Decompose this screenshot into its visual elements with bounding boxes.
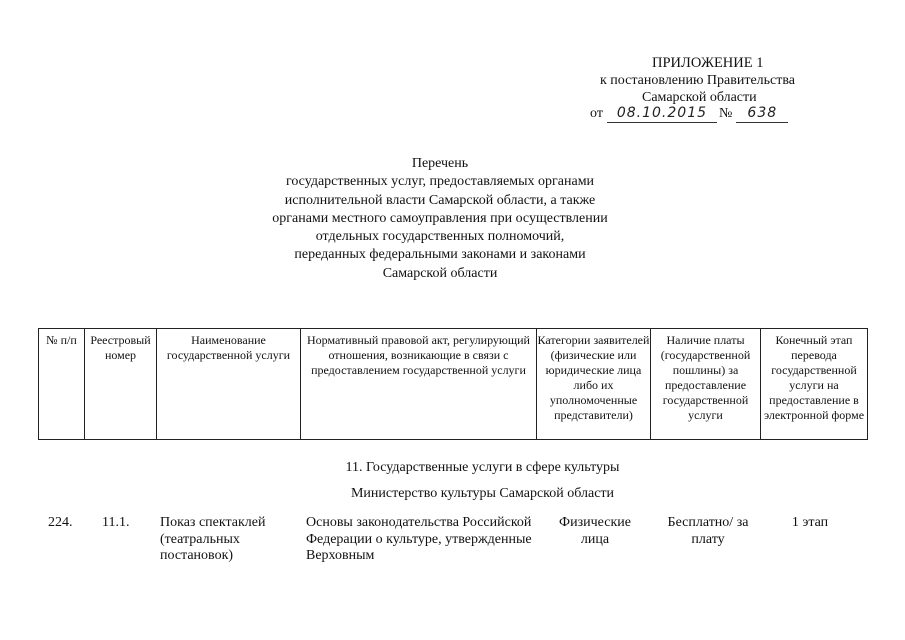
row-service-name: Показ спектаклей (театральных постановок) <box>160 515 266 563</box>
title-line: государственных услуг, предоставляемых органами <box>285 174 595 190</box>
row-final-stage: 1 этап <box>791 515 829 530</box>
table-header <box>38 328 868 440</box>
title-line: переданных федеральными законами и законами <box>294 247 586 263</box>
title-line: исполнительной власти Самарской области, а также <box>284 192 596 208</box>
section-title: 11. Государственные услуги в сфере культуры <box>345 460 620 475</box>
row-fee: Бесплатно/ за плату <box>667 515 749 547</box>
header-cell-service-name: Наименование государственной услуги <box>157 329 301 439</box>
header-cell-fee: Наличие платы (государственной пошлины) за предоставление государственной услуги <box>651 329 761 439</box>
handwritten-date: 08.10.2015 <box>607 105 717 123</box>
title-line: органами местного самоуправления при осуществлении <box>272 210 608 226</box>
header-cell-number: № п/п <box>39 329 85 439</box>
title-line: Самарской области <box>382 265 498 281</box>
header-cell-final-stage: Конечный этап перевода государственной услуги на предоставление в электронной форме <box>763 333 865 422</box>
handwritten-number: 638 <box>736 105 788 123</box>
row-number: 224. <box>48 515 73 530</box>
document-title <box>230 155 650 283</box>
title-line: отдельных государственных полномочий, <box>315 229 565 245</box>
appendix-date-line <box>590 105 788 123</box>
appendix-line-region: Самарской области <box>642 90 757 105</box>
title-line: Перечень <box>411 156 469 171</box>
appendix-line-decree: к постановлению Правительства <box>600 73 796 88</box>
subsection-title: Министерство культуры Самарской области <box>350 486 615 501</box>
header-cell-applicants: Категории заявителей (физические или юридические лица либо их уполномоченные представители) <box>537 329 651 439</box>
header-cell-legal-act: Нормативный правовой акт, регулирующий отношения, возникающие в связи с предоставлением государственной услуги <box>301 329 537 439</box>
appendix-title: ПРИЛОЖЕНИЕ 1 <box>652 55 764 71</box>
from-label: от <box>590 106 603 121</box>
header-cell-registry: Реестровый номер <box>85 329 157 439</box>
row-registry: 11.1. <box>102 515 130 530</box>
row-legal-act: Основы законодательства Российской Федерации о культуре, утвержденные Верховным <box>306 515 532 563</box>
number-label: № <box>718 106 733 121</box>
row-applicants: Физические лица <box>559 515 631 547</box>
